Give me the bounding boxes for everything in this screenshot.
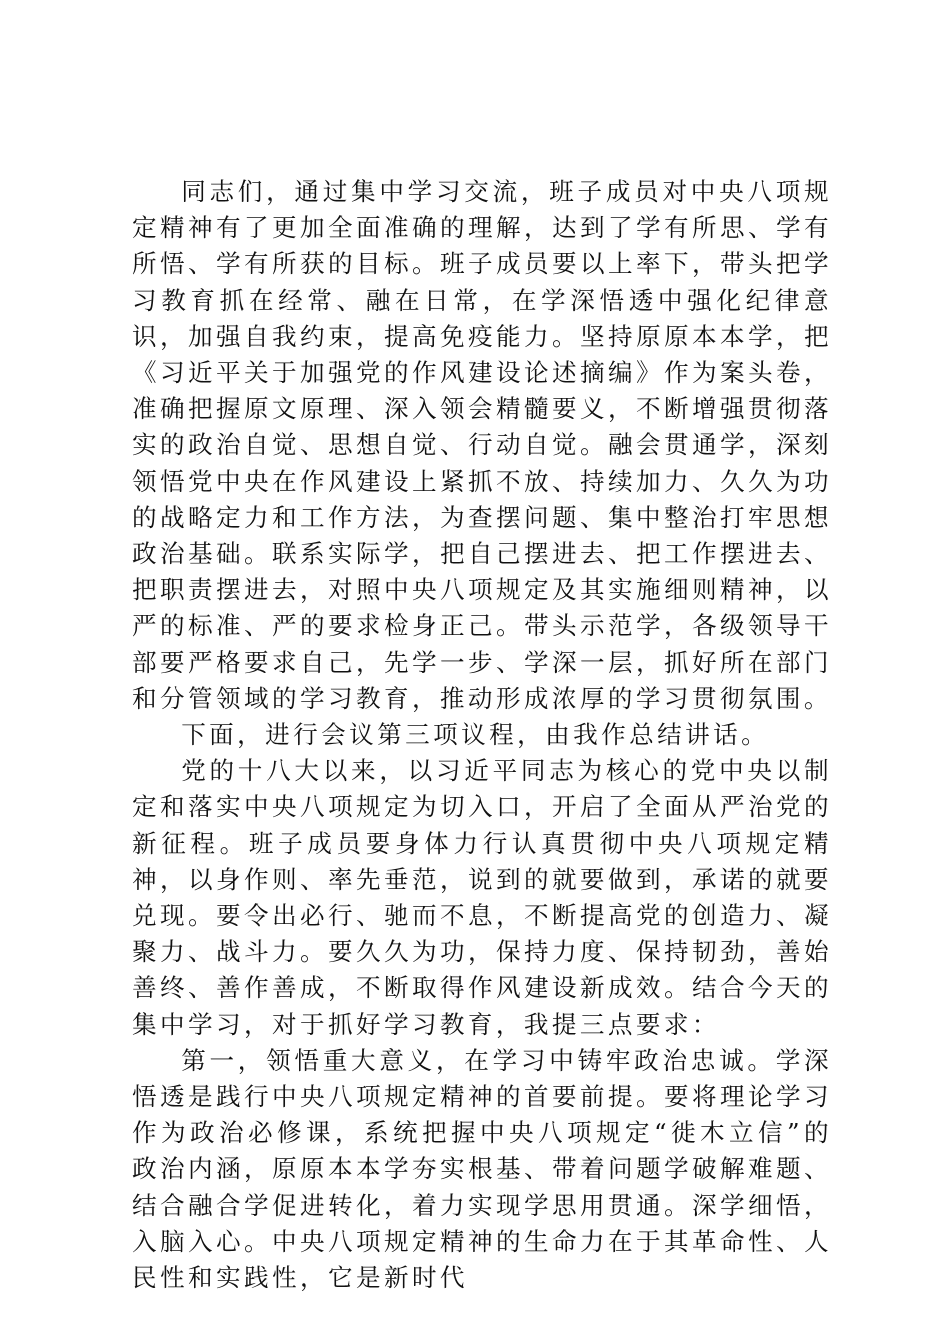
paragraph-4: 第一，领悟重大意义，在学习中铸牢政治忠诚。学深悟透是践行中央八项规定精神的首要前提。要将理论学习作为政治必修课，系统把握中央八项规定“徙木立信”的政治内涵，原原本本学夯实根基、带着问题学破解难题、结合融合学促进转化，着力实现学思用贯通。深学细悟，入脑入心。中央八项规定精神的生命力在于其革命性、人民性和实践性，它是新时代	[132, 1045, 832, 1293]
paragraph-2: 下面，进行会议第三项议程，由我作总结讲话。	[181, 720, 770, 750]
paragraph-1: 同志们，通过集中学习交流，班子成员对中央八项规定精神有了更加全面准确的理解，达到了学有所思、学有所悟、学有所获的目标。班子成员要以上率下，带头把学习教育抓在经常、融在日常，在学深悟透中强化纪律意识，加强自我约束，提高免疫能力。坚持原原本本学，把《习近平关于加强党的作风建设论述摘编》作为案头卷，准确把握原文原理、深入领会精髓要义，不断增强贯彻落实的政治自觉、思想自觉、行动自觉。融会贯通学，深刻领悟党中央在作风建设上紧抓不放、持续加力、久久为功的战略定力和工作方法，为查摆问题、集中整治打牢思想政治基础。联系实际学，把自己摆进去、把工作摆进去、把职责摆进去，对照中央八项规定及其实施细则精神，以严的标准、严的要求检身正己。带头示范学，各级领导干部要严格要求自己，先学一步、学深一层，抓好所在部门和分管领域的学习教育，推动形成浓厚的学习贯彻氛围。	[132, 177, 832, 713]
paragraph-3: 党的十八大以来，以习近平同志为核心的党中央以制定和落实中央八项规定为切入口，开启了全面从严治党的新征程。班子成员要身体力行认真贯彻中央八项规定精神，以身作则、率先垂范，说到的就要做到，承诺的就要兑现。要令出必行、驰而不息，不断提高党的创造力、凝聚力、战斗力。要久久为功，保持力度、保持韧劲，善始善终、善作善成，不断取得作风建设新成效。结合今天的集中学习，对于抓好学习教育，我提三点要求：	[132, 756, 832, 1039]
document-body	[132, 174, 832, 1296]
